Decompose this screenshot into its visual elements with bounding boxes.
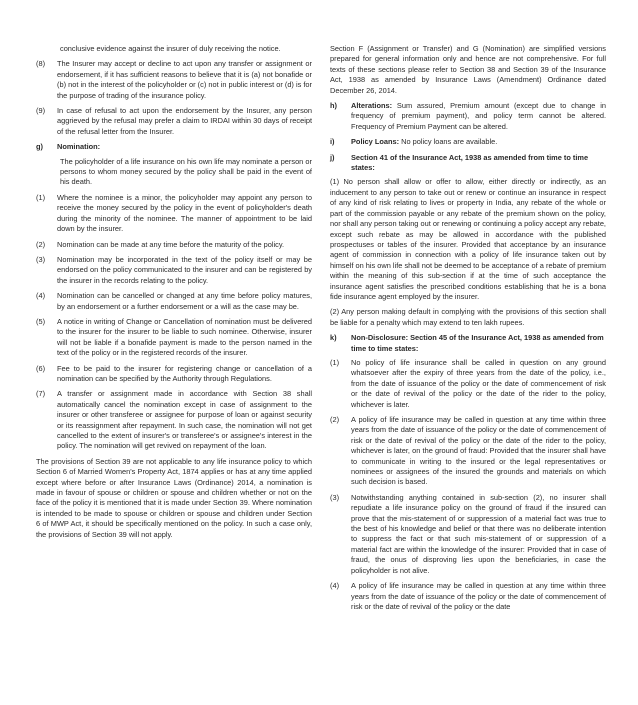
item-text: Nomination can be cancelled or changed at any time before policy matures, by an endorsement or a further endorsement or a will as the case may be.	[57, 291, 312, 311]
closing-paragraph: The provisions of Section 39 are not applicable to any life insurance policy to which Section 6 of Married Women's Property Act, 1874 applies or has at any time applied except where before or after Insurance Laws (Ordinance) 2014, a nomination is made in favour of spouse or children or spouse and children whether or not on the face of the policy it is mentioned that it is made under Section 39. Where nomination is intended to be made to spouse or children or spouse and children under Section 6 of MWP Act, it should be specifically mentioned on the policy. In such a case only, the provisions of Section 39 will not apply.	[36, 456, 312, 539]
list-item	[36, 317, 312, 359]
left-column	[36, 44, 312, 705]
list-item	[330, 581, 606, 612]
item-number: (4)	[36, 291, 46, 301]
list-item	[36, 240, 312, 250]
list-item	[36, 389, 312, 451]
section-letter: i)	[330, 137, 335, 147]
list-item	[330, 358, 606, 410]
item-number: (2)	[330, 415, 340, 424]
item-number: (7)	[36, 389, 46, 399]
item-text: A notice in writing of Change or Cancellation of nomination must be delivered to the insurer for the insurer to be liable to such nominee. Otherwise, insurer will not be liable if a bonafide payment is made to the person named in the text of the policy or in the registered records of the insurer.	[57, 316, 312, 358]
item-text: In case of refusal to act upon the endorsement by the Insurer, any person aggrieved by the refusal may prefer a claim to IRDAI within 30 days of receipt of the refusal letter from the Insurer.	[57, 106, 312, 136]
item-text: Fee to be paid to the insurer for registering change or cancellation of a nomination can be specified by the Authority through Regulations.	[57, 363, 312, 383]
list-item	[36, 106, 312, 137]
nomination-intro: The policyholder of a life insurance on his own life may nominate a person or persons to whom money secured by the policy shall be paid in the event of his death.	[60, 156, 312, 187]
section-alterations	[330, 101, 606, 132]
list-item	[330, 493, 606, 576]
item-text: A policy of life insurance may be called in question at any time within three years from the date of issuance of the policy or the date of commencement of risk or the date of revival of the policy or the date of the rider to the policy, whichever is later, on the ground of fraud: Provided that the insurer shall have to communicate in writing to the insured or the legal representatives or nominees or assignees of the insured the grounds and materials on which such decision is based.	[351, 415, 606, 487]
item-text: Nomination may be incorporated in the text of the policy itself or may be endorsed on the policy communicated to the insurer and can be registered by the insurer in the records relating to the policy.	[57, 254, 312, 285]
item-number: (5)	[36, 316, 46, 326]
item-text: A policy of life insurance may be called in question at any time within three years from the date of issuance of the policy or the date of commencement of risk or the date of revival of the policy or the date	[351, 581, 606, 611]
section-heading-nomination	[36, 142, 312, 152]
right-column	[330, 44, 606, 705]
list-item	[36, 291, 312, 312]
intro-paragraph: Section F (Assignment or Transfer) and G (Nomination) are simplified versions prepared for general information only and hence are not comprehensive. For full texts of these sections please refer to Section 38 and Section 39 of the Insurance Act, 1938 as amended by Insurance Laws (Amendment) Ordinance dated December 26, 2014.	[330, 44, 606, 95]
item-number: (4)	[330, 581, 340, 591]
section-heading-section-41	[330, 153, 606, 174]
section-title: Nomination:	[57, 142, 101, 152]
section-letter: k)	[330, 333, 337, 343]
item-number: (8)	[36, 59, 46, 69]
item-text: No policy of life insurance shall be called in question on any ground whatsoever after the expiry of three years from the date of the policy, i.e., from the date of issuance of the policy or the date of commencement of risk or the date of revival of the policy or the date of the rider to the policy, whichever is later.	[351, 357, 606, 409]
item-number: (3)	[330, 492, 340, 502]
section-text: No policy loans are available.	[401, 137, 498, 147]
list-item	[36, 364, 312, 385]
item-text: A transfer or assignment made in accordance with Section 38 shall automatically cancel the nomination except in case of assignment to the insurer or other transferee or assignee for purpose of loan or against security or its reassignment after repayment. In such case, the nomination will not get cancelled to the extent of insurer's or transferee's or assignee's interest in the policy. The nomination will get revived on repayment of the loan.	[57, 389, 312, 451]
item-number: (1)	[36, 192, 46, 202]
section-41-paragraph-1: (1) No person shall allow or offer to allow, either directly or indirectly, as an inducement to any person to take out or renew or continue an insurance in respect of any kind of risk relating to lives or property in India, any rebate of the whole or part of the commission payable or any rebate of the premium shown on the policy, nor shall any person taking out or renewing or continuing a policy accept any rebate, except such rebate as may be allowed in accordance with the published prospectuses or tables of the insurer. Provided that acceptance by an insurance agent of commission in connection with a policy of life insurance taken out by himself on his own life shall not be deemed to be acceptance of a rebate of premium within the meaning of this sub-section if at the time of such acceptance the insurance agent satisfies the prescribed conditions establishing that he is a bona fide insurance agent employed by the insurer.	[330, 177, 606, 301]
section-letter: g)	[36, 142, 43, 152]
continued-paragraph: conclusive evidence against the insurer of duly receiving the notice.	[60, 44, 281, 53]
list-item	[36, 59, 312, 101]
item-text: Where the nominee is a minor, the policyholder may appoint any person to receive the money secured by the policy in the event of policyholder's death during the minority of the nominee. The manner of appointment to be laid down by the insurer.	[57, 192, 312, 234]
section-41-paragraph-2: (2) Any person making default in complying with the provisions of this section shall be liable for a penalty which may extend to ten lakh rupees.	[330, 307, 606, 327]
item-number: (3)	[36, 254, 46, 264]
section-title: Policy Loans:	[351, 137, 400, 147]
list-item	[36, 193, 312, 235]
section-heading-non-disclosure	[330, 333, 606, 354]
section-letter: j)	[330, 152, 335, 162]
item-number: (6)	[36, 363, 46, 373]
item-number: (2)	[36, 239, 46, 249]
section-title: Section 41 of the Insurance Act, 1938 as amended from time to time states:	[351, 152, 589, 173]
item-text: The Insurer may accept or decline to act upon any transfer or assignment or endorsement, if it has sufficient reasons to believe that it is (a) not bonafide or (b) not in the interest of the policyholder or (c) not in public interest or (d) is for the purpose of trading of the insurance policy.	[57, 59, 312, 100]
section-letter: h)	[330, 101, 337, 111]
section-policy-loans	[330, 137, 606, 147]
section-title: Alterations:	[351, 101, 393, 111]
list-item	[330, 415, 606, 488]
item-number: (1)	[330, 357, 340, 367]
item-number: (9)	[36, 106, 46, 116]
list-item	[36, 255, 312, 286]
section-title: Non-Disclosure: Section 45 of the Insurance Act, 1938 as amended from time to time states:	[351, 333, 604, 353]
section-text: Sum assured, Premium amount (except due to change in frequency of premium payment), and policy term cannot be altered. Frequency of Premium Payment can be altered.	[351, 101, 606, 131]
item-text: Notwithstanding anything contained in sub-section (2), no insurer shall repudiate a life insurance policy on the ground of fraud if the insured can prove that the mis-statement of or suppression of a material fact was true to the best of his knowledge and belief or that there was no deliberate intention to suppress the fact or that such mis-statement of or suppression of a material fact are within the knowledge of the insurer: Provided that in case of fraud, the onus of disproving lies upon the beneficiaries, in case the policyholder is not alive.	[351, 492, 606, 575]
item-text: Nomination can be made at any time before the maturity of the policy.	[57, 239, 285, 249]
